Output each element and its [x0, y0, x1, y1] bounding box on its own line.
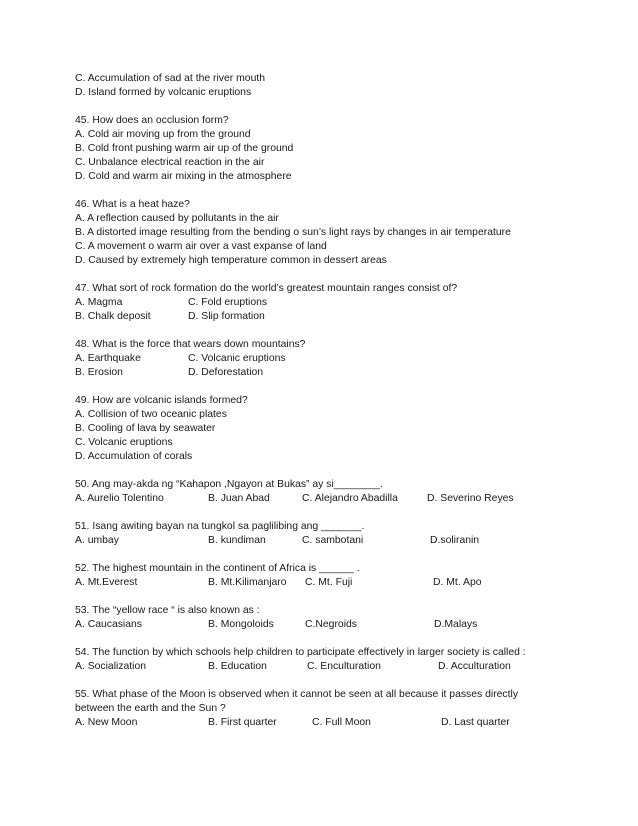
- option-b: B. Cold front pushing warm air up of the ground: [75, 143, 294, 154]
- option-c: C. sambotani: [302, 535, 364, 546]
- question-text: 46. What is a heat haze?: [75, 199, 190, 210]
- option-d: D. Cold and warm air mixing in the atmosphere: [75, 171, 292, 182]
- question-text: 48. What is the force that wears down mountains?: [75, 339, 306, 350]
- option-a: A. A reflection caused by pollutants in the air: [75, 213, 279, 224]
- options-row: [75, 618, 615, 632]
- option-b: B. Cooling of lava by seawater: [75, 423, 216, 434]
- option-b: B. Education: [208, 661, 267, 672]
- option-b: B. kundiman: [208, 535, 266, 546]
- option-c: C. Alejandro Abadilla: [302, 493, 398, 504]
- question-46: [75, 198, 615, 268]
- question-54: [75, 646, 615, 674]
- option-a: A. umbay: [75, 535, 119, 546]
- option-a: A. Caucasians: [75, 619, 142, 630]
- option-c: C. Enculturation: [307, 661, 381, 672]
- option-a: A. Socialization: [75, 661, 147, 672]
- option-b: B. First quarter: [208, 717, 277, 728]
- option-b: B. A distorted image resulting from the bending o sun’s light rays by changes in air temperature: [75, 227, 511, 238]
- question-text: 50. Ang may-akda ng “Kahapon ,Ngayon at Bukas” ay si________.: [75, 479, 383, 490]
- question-52: [75, 562, 615, 590]
- options-row: [75, 576, 615, 590]
- option-d: D.soliranin: [430, 535, 480, 546]
- option-c: C. Unbalance electrical reaction in the air: [75, 157, 265, 168]
- option-a: A. Collision of two oceanic plates: [75, 409, 227, 420]
- option-d: D. Last quarter: [441, 717, 510, 728]
- question-48: [75, 338, 615, 380]
- options-row: [75, 310, 615, 324]
- option-a: A. Aurelio Tolentino: [75, 493, 164, 504]
- options-row: [75, 660, 615, 674]
- question-text: 53. The “yellow race “ is also known as :: [75, 605, 260, 616]
- option-d: D. Caused by extremely high temperature common in dessert areas: [75, 255, 387, 266]
- options-row: [75, 366, 615, 380]
- option-c: C. Full Moon: [312, 717, 371, 728]
- option-a: A. Magma: [75, 297, 123, 308]
- option-b: B. Mongoloids: [208, 619, 274, 630]
- option-c: C.Negroids: [305, 619, 357, 630]
- question-text: 45. How does an occlusion form?: [75, 115, 229, 126]
- option-a: A. Mt.Everest: [75, 577, 138, 588]
- options-row: [75, 352, 615, 366]
- option-c: C. Volcanic eruptions: [188, 353, 286, 364]
- question-text: 55. What phase of the Moon is observed when it cannot be seen at all because it passes directly: [75, 689, 519, 700]
- question-53: [75, 604, 615, 632]
- option-d: D. Slip formation: [188, 311, 265, 322]
- question-text-continued: between the earth and the Sun ?: [75, 703, 226, 714]
- option-d: D. Deforestation: [188, 367, 264, 378]
- exam-page: [75, 72, 615, 744]
- option-c: C. Volcanic eruptions: [75, 437, 173, 448]
- question-51: [75, 520, 615, 548]
- option-b: B. Erosion: [75, 367, 123, 378]
- question-55: [75, 688, 615, 730]
- question-50: [75, 478, 615, 506]
- options-row: [75, 296, 615, 310]
- options-row: [75, 492, 615, 506]
- question-49: [75, 394, 615, 464]
- option-b: B. Chalk deposit: [75, 311, 151, 322]
- question-45: [75, 114, 615, 184]
- question-text: 52. The highest mountain in the continent of Africa is ______ .: [75, 563, 360, 574]
- option-a: A. Cold air moving up from the ground: [75, 129, 251, 140]
- option-d: D. Accumulation of corals: [75, 451, 193, 462]
- question-text: 47. What sort of rock formation do the world’s greatest mountain ranges consist of?: [75, 283, 458, 294]
- q44-remaining-options: [75, 72, 615, 100]
- option-d: D. Mt. Apo: [433, 577, 482, 588]
- question-text: 51. Isang awiting bayan na tungkol sa paglilibing ang _______.: [75, 521, 365, 532]
- option-c: C. Fold eruptions: [188, 297, 268, 308]
- question-text: 54. The function by which schools help children to participate effectively in larger society is called :: [75, 647, 526, 658]
- option-a: A. New Moon: [75, 717, 138, 728]
- question-text: 49. How are volcanic islands formed?: [75, 395, 248, 406]
- option-d: D. Severino Reyes: [427, 493, 514, 504]
- option-a: A. Earthquake: [75, 353, 141, 364]
- question-47: [75, 282, 615, 324]
- option-b: B. Mt.Kilimanjaro: [208, 577, 287, 588]
- option-b: B. Juan Abad: [208, 493, 270, 504]
- option-d: D. Island formed by volcanic eruptions: [75, 87, 252, 98]
- options-row: [75, 716, 615, 730]
- option-c: C. A movement o warm air over a vast expanse of land: [75, 241, 327, 252]
- option-c: C. Accumulation of sad at the river mouth: [75, 73, 266, 84]
- option-d: D. Acculturation: [438, 661, 511, 672]
- option-c: C. Mt. Fuji: [305, 577, 353, 588]
- options-row: [75, 534, 615, 548]
- option-d: D.Malays: [434, 619, 478, 630]
